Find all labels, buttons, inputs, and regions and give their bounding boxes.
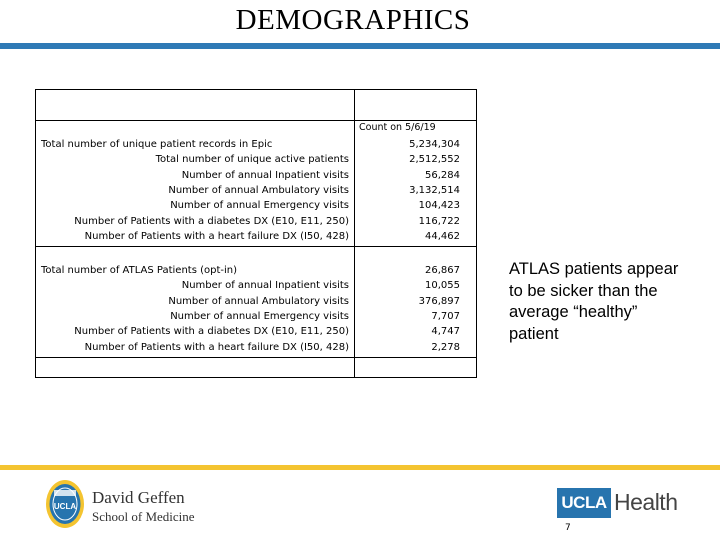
row-label: Number of annual Emergency visits (170, 200, 349, 212)
row-label: Number of annual Ambulatory visits (168, 184, 349, 196)
row-label: Number of annual Inpatient visits (181, 169, 349, 181)
header-row-divider-left (36, 120, 354, 121)
row-value: 3,132,514 (409, 184, 460, 196)
row-value: 7,707 (431, 310, 460, 322)
row-value: 2,278 (431, 341, 460, 353)
row-label: Number of annual Ambulatory visits (168, 295, 349, 307)
atlas-callout-text: ATLAS patients appear to be sicker than the average “healthy” patient (509, 260, 679, 343)
demographics-table (35, 89, 477, 378)
row-value: 2,512,552 (409, 154, 460, 166)
column-divider (354, 90, 355, 377)
row-label: Number of Patients with a diabetes DX (E10, E11, 250) (74, 215, 349, 227)
row-label: Number of Patients with a diabetes DX (E10, E11, 250) (74, 326, 349, 338)
row-label: Total number of unique active patients (155, 154, 349, 166)
row-value: 376,897 (418, 295, 460, 307)
row-value: 104,423 (418, 200, 460, 212)
row-label: Number of Patients with a heart failure DX (I50, 428) (84, 341, 349, 353)
row-value: 5,234,304 (409, 139, 460, 150)
footer-divider-bar (0, 465, 720, 470)
page-title: DEMOGRAPHICS (235, 4, 471, 36)
row-label: Total number of unique patient records in Epic (41, 139, 273, 150)
header-row-divider-right (354, 120, 476, 121)
page-number: 7 (565, 523, 571, 533)
school-subtitle: School of Medicine (92, 509, 195, 524)
school-name: David Geffen (92, 488, 185, 507)
row-value: 10,055 (425, 280, 460, 292)
row-value: 116,722 (418, 215, 460, 227)
count-header: Count on 5/6/19 (359, 122, 436, 133)
header-divider-bar (0, 43, 720, 49)
group-divider (36, 246, 476, 247)
row-value: 26,867 (425, 265, 460, 276)
ucla-health-logo-box: UCLA (557, 488, 611, 518)
row-value: 4,747 (431, 326, 460, 338)
geffen-seal-logo (44, 478, 86, 535)
row-label: Total number of ATLAS Patients (opt-in) (41, 265, 238, 276)
row-value: 56,284 (425, 169, 460, 181)
bottom-row-divider (36, 357, 476, 358)
row-label: Number of annual Emergency visits (170, 310, 349, 322)
ucla-health-logo-text: Health (614, 489, 678, 515)
row-label: Number of Patients with a heart failure DX (I50, 428) (84, 230, 349, 242)
seal-text: UCLA (53, 502, 77, 511)
row-value: 44,462 (425, 230, 460, 242)
row-label: Number of annual Inpatient visits (181, 280, 349, 292)
ucla-seal-icon (44, 478, 86, 530)
